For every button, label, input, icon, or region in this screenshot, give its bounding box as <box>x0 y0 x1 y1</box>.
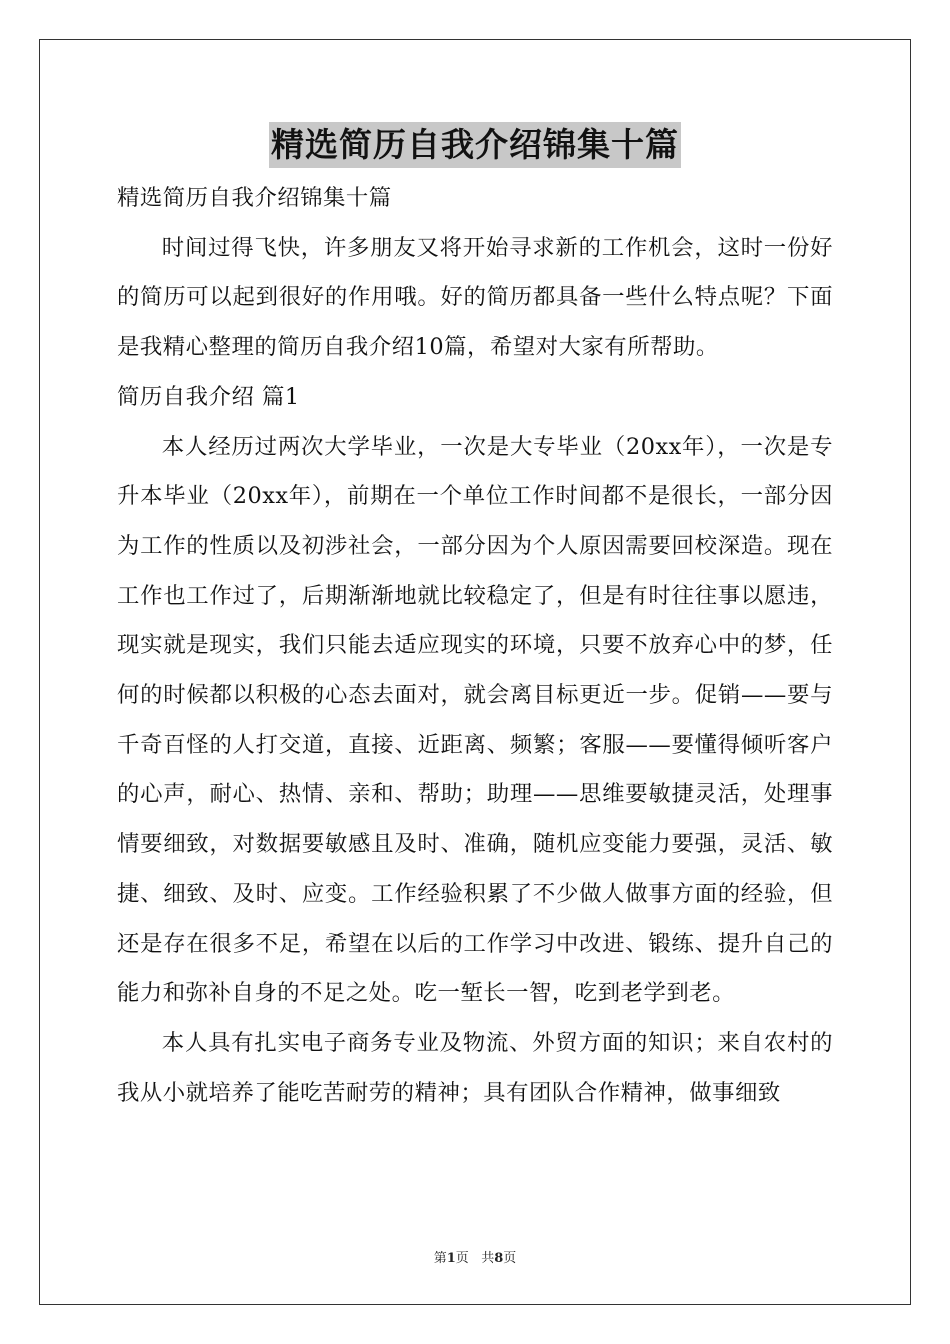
page-suffix: 页 <box>455 1251 469 1266</box>
total-suffix: 页 <box>503 1251 517 1266</box>
section-heading: 简历自我介绍 篇1 <box>117 383 300 410</box>
intro-paragraph: 时间过得飞快，许多朋友又将开始寻求新的工作机会，这时一份好的简历可以起到很好的作用哦。好的简历都具备一些什么特点呢？下面是我精心整理的简历自我介绍10篇，希望对大家有所帮助。 <box>117 234 833 361</box>
total-pages: 8 <box>494 1251 504 1266</box>
page-prefix: 第 <box>433 1251 447 1266</box>
title-container <box>0 122 950 168</box>
body-paragraph: 本人经历过两次大学毕业，一次是大专毕业（20xx年），一次是专升本毕业（20xx年），前期在一个单位工作时间都不是很长，一部分因为工作的性质以及初涉社会，一部分因为个人原因需要回校深造。现在工作也工作过了，后期渐渐地就比较稳定了，但是有时往往事以愿违，现实就是现实，我们只能去适应现实的环境，只要不放弃心中的梦，任何的时候都以积极的心态去面对，就会离目标更近一步。促销——要与千奇百怪的人打交道，直接、近距离、频繁；客服——要懂得倾听客户的心声，耐心、热情、亲和、帮助；助理——思维要敏捷灵活，处理事情要细致，对数据要敏感且及时、准确，随机应变能力要强，灵活、敏捷、细致、及时、应变。工作经验积累了不少做人做事方面的经验，但还是存在很多不足，希望在以后的工作学习中改进、锻练、提升自己的能力和弥补自身的不足之处。吃一堑长一智，吃到老学到老。 <box>117 433 833 1007</box>
page-number: 1 <box>446 1251 456 1266</box>
page-title: 精选简历自我介绍锦集十篇 <box>269 122 681 168</box>
body-paragraph: 本人具有扎实电子商务专业及物流、外贸方面的知识；来自农村的我从小就培养了能吃苦耐劳的精神；具有团队合作精神，做事细致 <box>117 1029 833 1106</box>
subtitle: 精选简历自我介绍锦集十篇 <box>117 185 392 211</box>
document-body <box>117 174 833 1118</box>
page-footer <box>0 1247 950 1266</box>
total-prefix: 共 <box>481 1251 495 1266</box>
